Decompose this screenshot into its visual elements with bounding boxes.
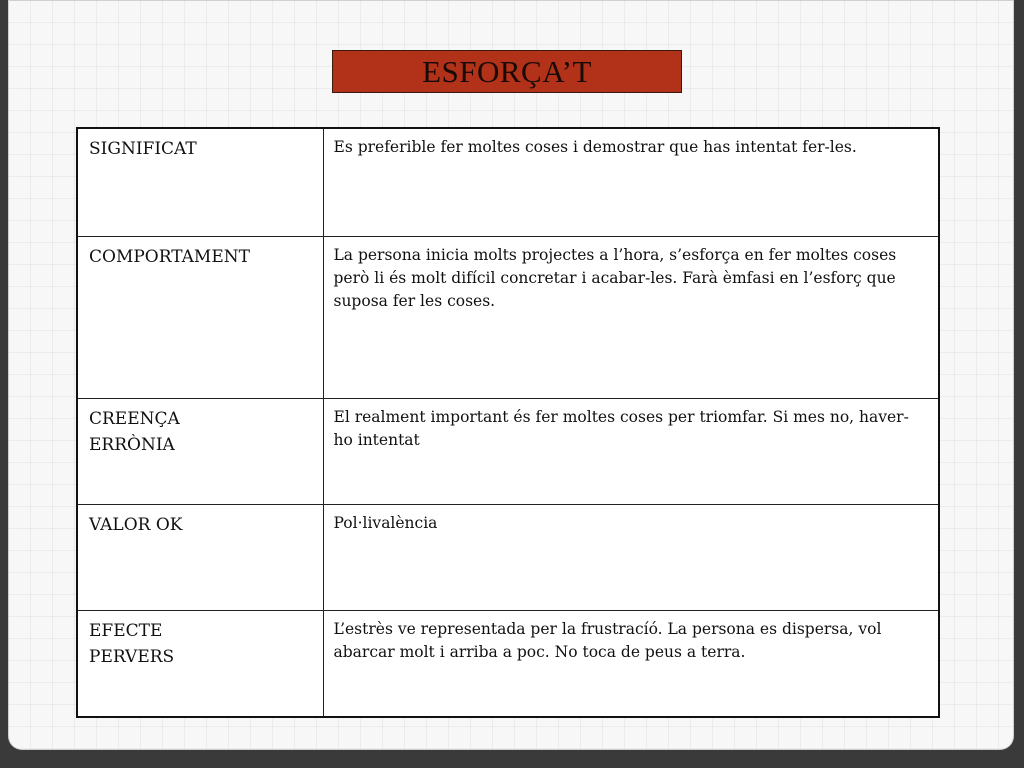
table-row: [77, 610, 939, 717]
row-value-cell: [323, 504, 939, 610]
slide-title: [332, 50, 682, 93]
row-label: SIGNIFICAT: [89, 139, 197, 159]
row-label-cell: [77, 128, 323, 236]
table-row: [77, 504, 939, 610]
slide: [8, 0, 1014, 750]
row-value-cell: [323, 128, 939, 236]
table-row: [77, 398, 939, 504]
row-label: EFECTE PERVERS: [89, 620, 175, 667]
row-label: CREENÇA ERRÒNIA: [89, 408, 180, 455]
row-value: L’estrès ve representada per la frustracíó. La persona es dispersa, vol abarcar molt i arriba a poc. No toca de peus a terra.: [333, 619, 882, 661]
table-row: [77, 128, 939, 236]
table-row: [77, 236, 939, 398]
slide-title-text: ESFORÇA’T: [422, 53, 592, 89]
row-label-cell: [77, 398, 323, 504]
row-value-cell: [323, 610, 939, 717]
row-value-cell: [323, 398, 939, 504]
row-label: COMPORTAMENT: [89, 246, 250, 267]
row-label-cell: [77, 610, 323, 717]
row-label: VALOR OK: [89, 514, 183, 535]
info-table: [76, 127, 940, 718]
row-value: La persona inicia molts projectes a l’hora, s’esforça en fer moltes coses però li és molt difícil concretar i acabar-les. Farà èmfasi en l’esforç que suposa fer les coses.: [333, 245, 897, 310]
row-value: El realment important és fer moltes coses per triomfar. Si mes no, haver-ho intentat: [333, 407, 909, 449]
row-label-cell: [77, 236, 323, 398]
row-value: Pol·livalència: [333, 513, 438, 532]
row-label-cell: [77, 504, 323, 610]
row-value-cell: [323, 236, 939, 398]
row-value: Es preferible fer moltes coses i demostrar que has intentat fer-les.: [333, 138, 857, 156]
